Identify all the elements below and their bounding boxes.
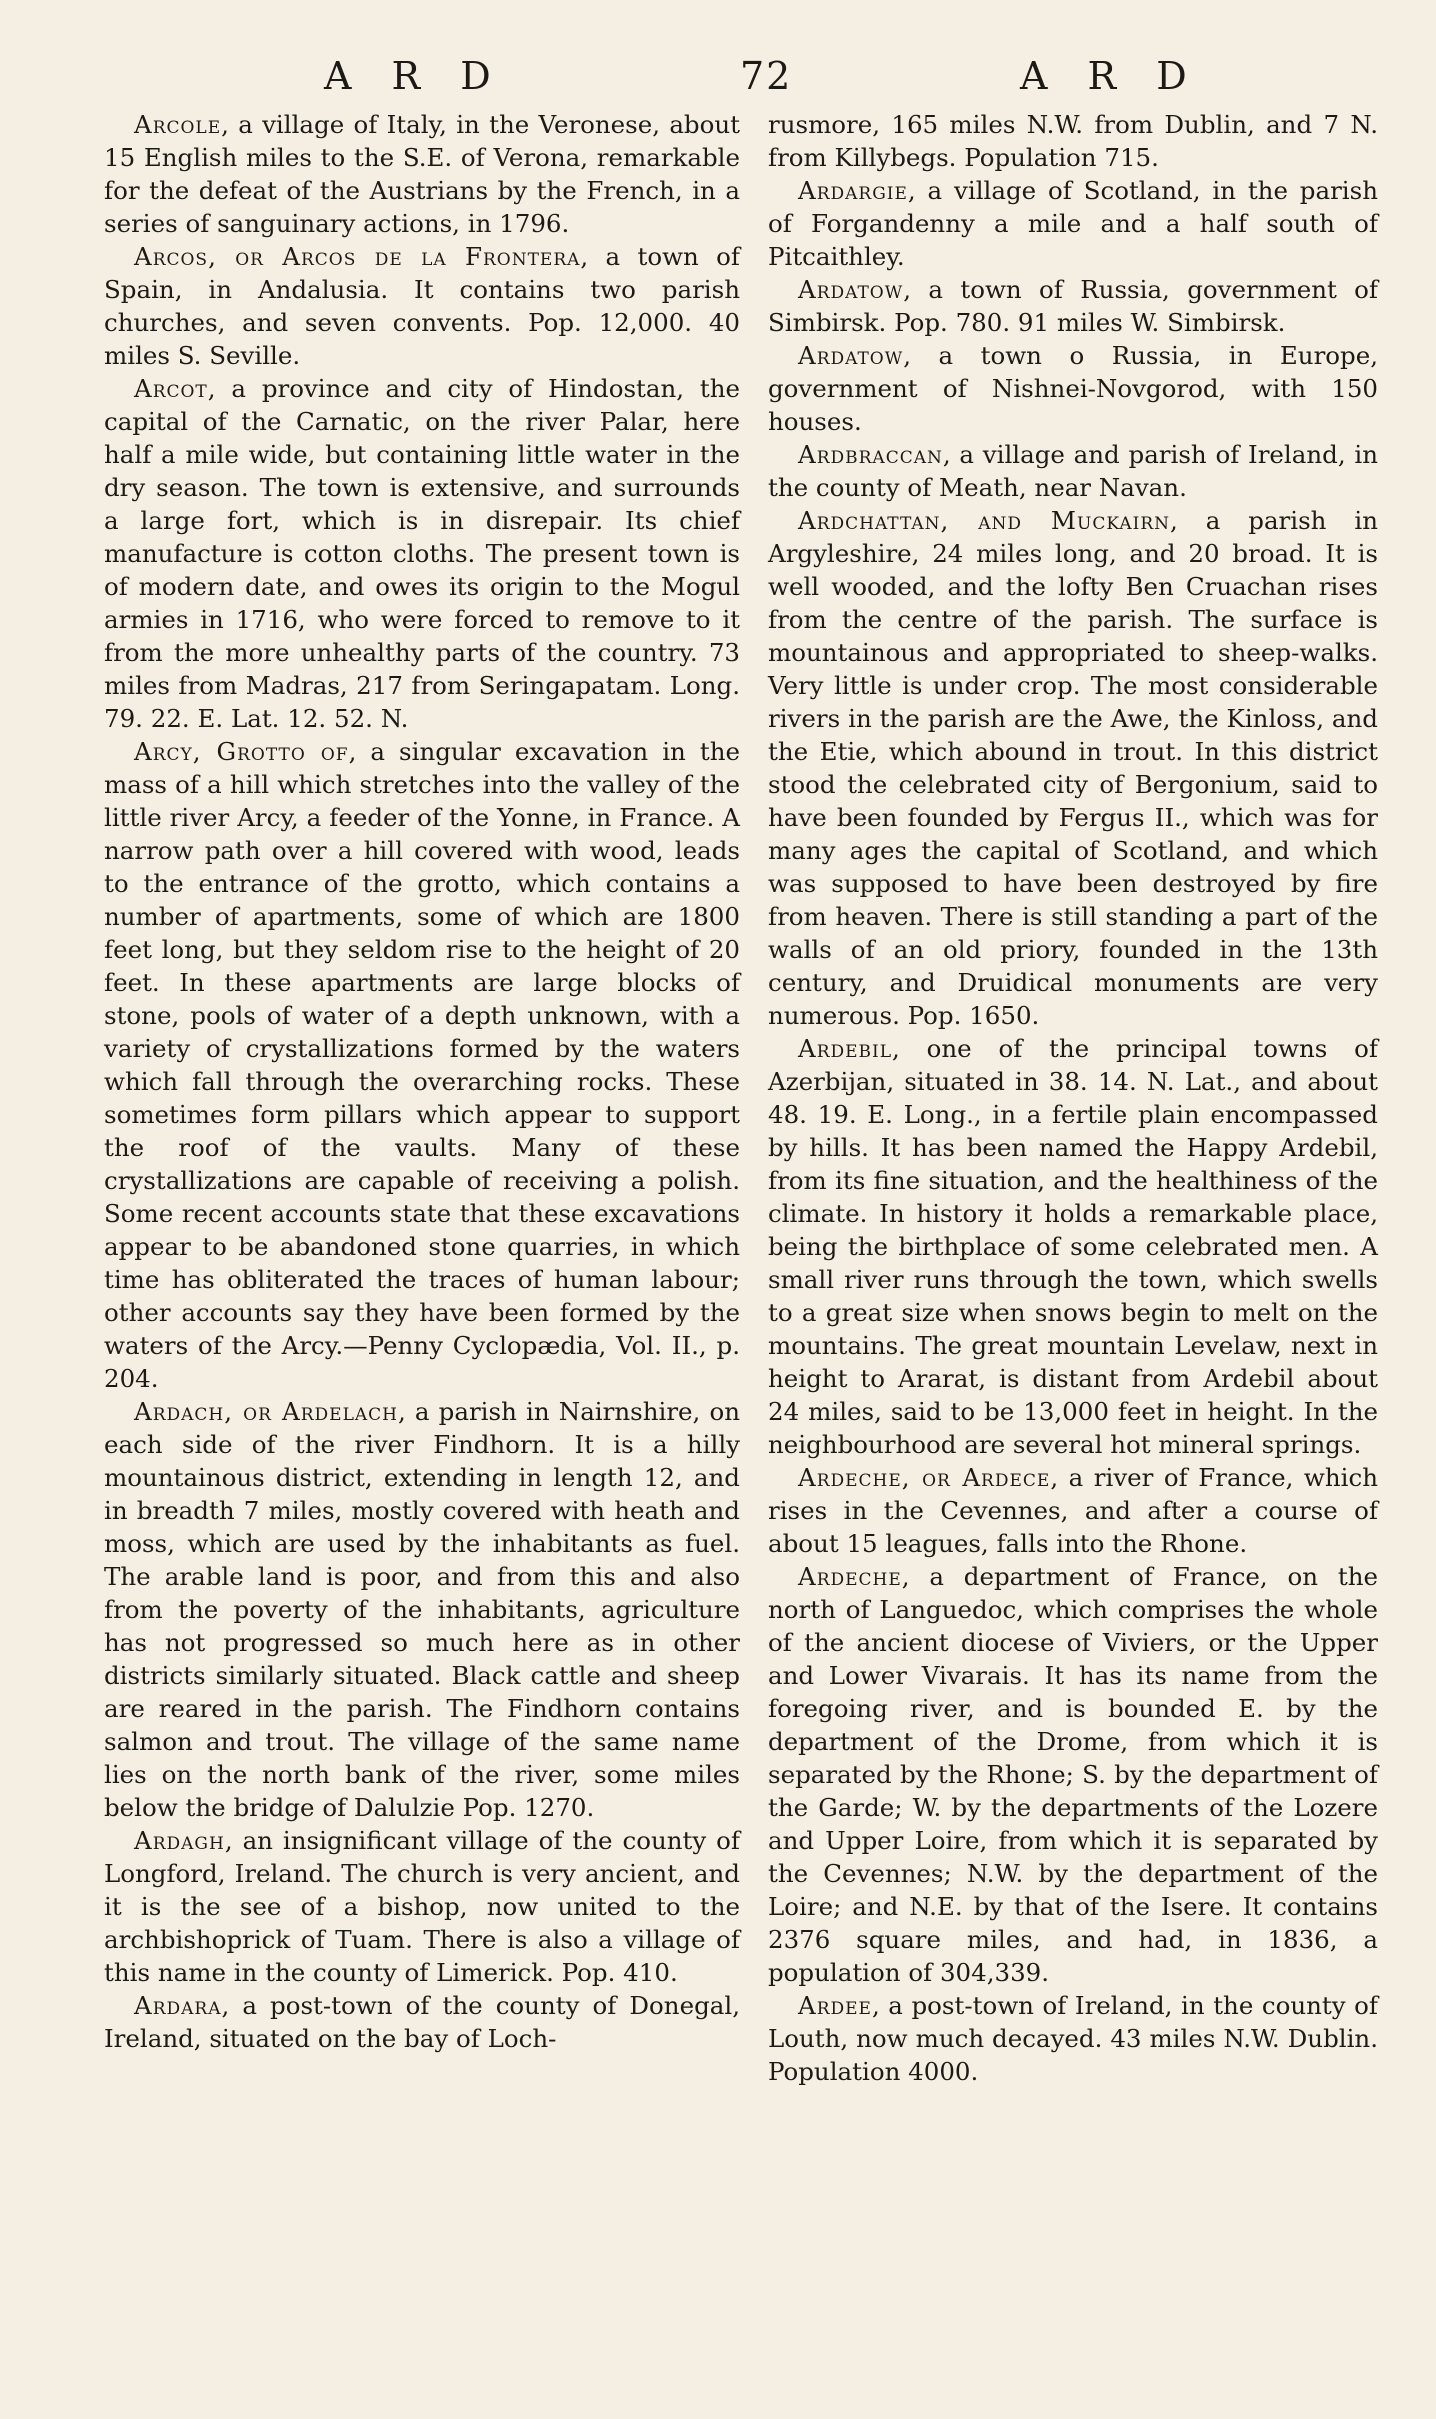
gazetteer-entry: [104, 108, 740, 240]
entry-headword: Ardatow: [798, 341, 904, 370]
gazetteer-entry: [768, 339, 1378, 438]
entry-text: , a town of Spain, in Andalusia. It contains two parish churches, and seven convents. Pop. 12,000. 40 miles S. Seville.: [104, 242, 740, 370]
entry-headword: Ardchattan, and Muckairn: [798, 506, 1171, 535]
gazetteer-entry: [104, 240, 740, 372]
gazetteer-entry: [768, 273, 1378, 339]
gazetteer-entry: [768, 438, 1378, 504]
entry-headword: Arcos, or Arcos de la Frontera: [134, 242, 581, 271]
header-left: A R D: [324, 54, 505, 98]
entry-text: , a town o Russia, in Europe, government of Nishnei-Novgorod, with 150 houses.: [768, 341, 1378, 436]
entry-headword: Ardeche: [798, 1562, 902, 1591]
entry-headword: Ardargie: [798, 176, 908, 205]
right-column: [768, 108, 1378, 2088]
entry-headword: Arcole: [134, 110, 222, 139]
entry-headword: Arcot: [134, 374, 208, 403]
gazetteer-entry: [768, 174, 1378, 273]
gazetteer-entry: [104, 1395, 740, 1824]
gazetteer-entry: [104, 372, 740, 735]
entry-text: , a village of Scotland, in the parish of Forgandenny a mile and a half south of Pitcaithley.: [768, 176, 1378, 271]
gazetteer-entry: [768, 504, 1378, 1032]
gazetteer-entry: [104, 1989, 740, 2055]
entry-text: , a town of Russia, government of Simbirsk. Pop. 780. 91 miles W. Simbirsk.: [768, 275, 1378, 337]
gazetteer-entry: [768, 1989, 1378, 2088]
gazetteer-entry: [768, 1461, 1378, 1560]
entry-text: , a parish in Nairnshire, on each side of the river Findhorn. It is a hilly mountainous district, extending in length 12, and in breadth 7 miles, mostly covered with heath and moss, which are used by the inhabitants as fuel. The arable land is poor, and from this and also from the poverty of the inhabitants, agriculture has not progressed so much here as in other districts similarly situated. Black cattle and sheep are reared in the parish. The Findhorn contains salmon and trout. The village of the same name lies on the north bank of the river, some miles below the bridge of Dalulzie Pop. 1270.: [104, 1397, 740, 1822]
gazetteer-entry: [768, 108, 1378, 174]
entry-text: , a post-town of the county of Donegal, Ireland, situated on the bay of Loch-: [104, 1991, 740, 2053]
entry-headword: Arcy, Grotto of: [134, 737, 349, 766]
entry-text: , a village and parish of Ireland, in the county of Meath, near Navan.: [768, 440, 1378, 502]
entry-text: , a province and city of Hindostan, the capital of the Carnatic, on the river Palar, here half a mile wide, but containing little water in the dry season. The town is extensive, and surrounds a large fort, which is in disrepair. Its chief manufacture is cotton cloths. The present town is of modern date, and owes its origin to the Mogul armies in 1716, who were forced to remove to it from the more unhealthy parts of the country. 73 miles from Madras, 217 from Seringapatam. Long. 79. 22. E. Lat. 12. 52. N.: [104, 374, 740, 733]
entry-text: rusmore, 165 miles N.W. from Dublin, and 7 N. from Killybegs. Population 715.: [768, 110, 1378, 172]
page-number: 72: [740, 54, 793, 98]
entry-text: , a department of France, on the north of Languedoc, which comprises the whole of the ancient diocese of Viviers, or the Upper and Lower Vivarais. It has its name from the foregoing river, and is bounded E. by the department of the Drome, from which it is separated by the Rhone; S. by the department of the Garde; W. by the departments of the Lozere and Upper Loire, from which it is separated by the Cevennes; N.W. by the department of the Loire; and N.E. by that of the Isere. It contains 2376 square miles, and had, in 1836, a population of 304,339.: [768, 1562, 1378, 1987]
text-columns: [104, 108, 1378, 2368]
running-header: [104, 50, 1378, 110]
entry-headword: Ardatow: [798, 275, 904, 304]
entry-headword: Ardebil: [798, 1034, 893, 1063]
gazetteer-entry: [768, 1032, 1378, 1461]
entry-text: , an insignificant village of the county of Longford, Ireland. The church is very ancient, and it is the see of a bishop, now united to the archbishoprick of Tuam. There is also a village of this name in the county of Limerick. Pop. 410.: [104, 1826, 740, 1987]
entry-text: , a parish in Argyleshire, 24 miles long, and 20 broad. It is well wooded, and the lofty Ben Cruachan rises from the centre of the parish. The surface is mountainous and appropriated to sheep-walks. Very little is under crop. The most considerable rivers in the parish are the Awe, the Kinloss, and the Etie, which abound in trout. In this district stood the celebrated city of Bergonium, said to have been founded by Fergus II., which was for many ages the capital of Scotland, and which was supposed to have been destroyed by fire from heaven. There is still standing a part of the walls of an old priory, founded in the 13th century, and Druidical monuments are very numerous. Pop. 1650.: [768, 506, 1378, 1030]
entry-headword: Ardach, or Ardelach: [134, 1397, 398, 1426]
entry-headword: Ardeche, or Ardece: [798, 1463, 1051, 1492]
entry-headword: Ardagh: [134, 1826, 225, 1855]
entry-text: , one of the principal towns of Azerbijan, situated in 38. 14. N. Lat., and about 48. 19. E. Long., in a fertile plain encompassed by hills. It has been named the Happy Ardebil, from its fine situation, and the healthiness of the climate. In history it holds a remarkable place, being the birthplace of some celebrated men. A small river runs through the town, which swells to a great size when snows begin to melt on the mountains. The great mountain Levelaw, next in height to Ararat, is distant from Ardebil about 24 miles, said to be 13,000 feet in height. In the neighbourhood are several hot mineral springs.: [768, 1034, 1378, 1459]
entry-headword: Ardbraccan: [798, 440, 943, 469]
entry-text: , a river of France, which rises in the Cevennes, and after a course of about 15 leagues, falls into the Rhone.: [768, 1463, 1378, 1558]
entry-text: , a post-town of Ireland, in the county of Louth, now much decayed. 43 miles N.W. Dublin. Population 4000.: [768, 1991, 1378, 2086]
entry-headword: Ardee: [798, 1991, 872, 2020]
entry-headword: Ardara: [134, 1991, 222, 2020]
gazetteer-entry: [768, 1560, 1378, 1989]
entry-text: , a singular excavation in the mass of a hill which stretches into the valley of the little river Arcy, a feeder of the Yonne, in France. A narrow path over a hill covered with wood, leads to the entrance of the grotto, which contains a number of apartments, some of which are 1800 feet long, but they seldom rise to the height of 20 feet. In these apartments are large blocks of stone, pools of water of a depth unknown, with a variety of crystallizations formed by the waters which fall through the overarching rocks. These sometimes form pillars which appear to support the roof of the vaults. Many of these crystallizations are capable of receiving a polish. Some recent accounts state that these excavations appear to be abandoned stone quarries, in which time has obliterated the traces of human labour; other accounts say they have been formed by the waters of the Arcy.—Penny Cyclopædia, Vol. II., p. 204.: [104, 737, 740, 1393]
left-column: [104, 108, 740, 2055]
gazetteer-entry: [104, 735, 740, 1395]
gazetteer-entry: [104, 1824, 740, 1989]
entry-text: , a village of Italy, in the Veronese, about 15 English miles to the S.E. of Verona, remarkable for the defeat of the Austrians by the French, in a series of sanguinary actions, in 1796.: [104, 110, 740, 238]
header-right: A R D: [1020, 54, 1201, 98]
